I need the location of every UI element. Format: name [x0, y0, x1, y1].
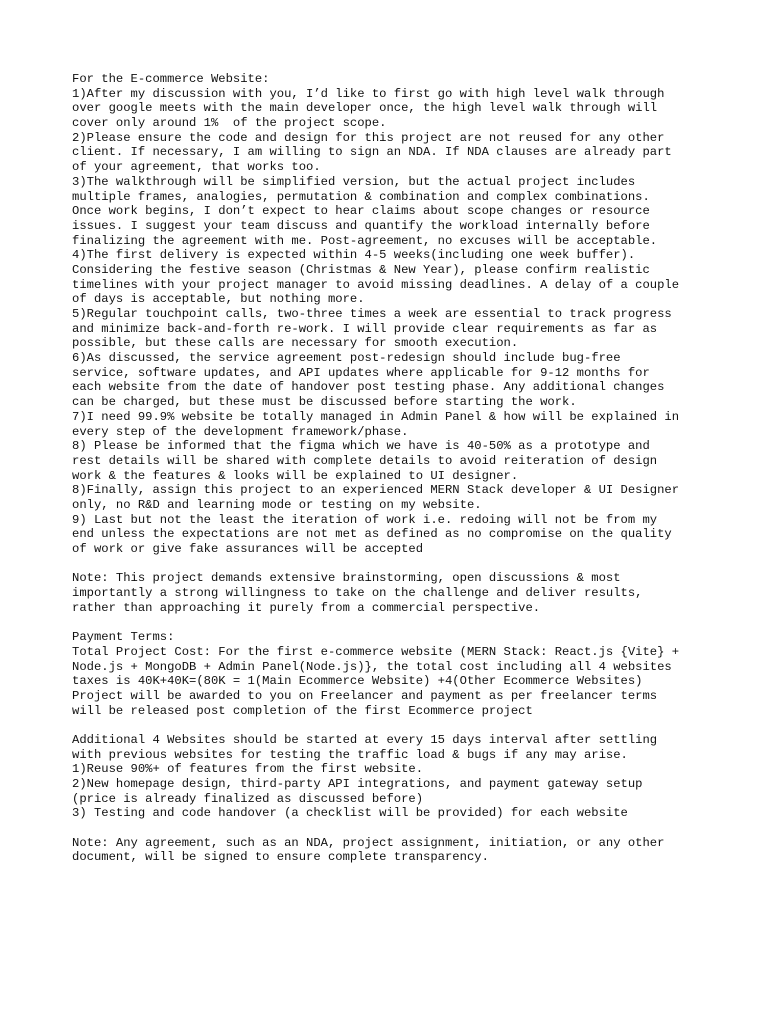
text-line: of your agreement, that works too. [72, 160, 321, 175]
text-line: Note: This project demands extensive brainstorming, open discussions & most [72, 571, 621, 586]
text-line: 3) Testing and code handover (a checklist will be provided) for each website [72, 806, 628, 821]
text-line: importantly a strong willingness to take on the challenge and deliver results, [72, 586, 643, 601]
text-line: Node.js + MongoDB + Admin Panel(Node.js)}, the total cost including all 4 websites [72, 659, 672, 674]
text-line: and minimize back-and-forth re-work. I will provide clear requirements as far as [72, 321, 658, 336]
blank-line [72, 557, 708, 572]
text-line: can be charged, but these must be discussed before starting the work. [72, 395, 577, 410]
text-line: document, will be signed to ensure complete transparency. [72, 850, 489, 865]
text-line: 6)As discussed, the service agreement post-redesign should include bug-free [72, 351, 621, 366]
text-line: timelines with your project manager to avoid missing deadlines. A delay of a couple [72, 277, 680, 292]
text-line: 8)Finally, assign this project to an experienced MERN Stack developer & UI Designer [72, 483, 680, 498]
text-line: work & the features & looks will be explained to UI designer. [72, 468, 519, 483]
text-line: Note: Any agreement, such as an NDA, project assignment, initiation, or any other [72, 835, 665, 850]
text-line: Total Project Cost: For the first e-commerce website (MERN Stack: React.js {Vite} + [72, 644, 680, 659]
text-line: For the E-commerce Website: [72, 72, 270, 86]
text-line: 1)After my discussion with you, I’d like to first go with high level walk through [72, 86, 665, 101]
text-line: 8) Please be informed that the figma which we have is 40-50% as a prototype and [72, 439, 650, 454]
text-line: over google meets with the main developer once, the high level walk through will [72, 101, 658, 116]
text-line: only, no R&D and learning mode or testing on my website. [72, 497, 482, 512]
document-body [72, 72, 708, 865]
text-line: 9) Last but not the least the iteration of work i.e. redoing will not be from my [72, 512, 658, 527]
blank-line [72, 615, 708, 630]
text-line: possible, but these calls are necessary for smooth execution. [72, 336, 519, 351]
text-line: end unless the expectations are not met as defined as no compromise on the quality [72, 527, 672, 542]
text-line: taxes is 40K+40K=(80K = 1(Main Ecommerce Website) +4(Other Ecommerce Websites) [72, 674, 643, 689]
text-line: service, software updates, and API updates where applicable for 9-12 months for [72, 365, 650, 380]
text-line: with previous websites for testing the traffic load & bugs if any may arise. [72, 747, 628, 762]
text-line: cover only around 1% of the project scope. [72, 116, 387, 131]
text-line: of work or give fake assurances will be accepted [72, 542, 424, 556]
text-line: issues. I suggest your team discuss and quantify the workload internally before [72, 218, 650, 233]
text-line: Additional 4 Websites should be started at every 15 days interval after settling [72, 732, 658, 747]
text-line: Payment Terms: [72, 630, 175, 645]
blank-line [72, 718, 708, 733]
text-line: of days is acceptable, but nothing more. [72, 292, 365, 307]
text-line: 3)The walkthrough will be simplified version, but the actual project includes [72, 174, 636, 189]
blank-line [72, 821, 708, 836]
text-line: client. If necessary, I am willing to sign an NDA. If NDA clauses are already part [72, 145, 672, 160]
text-line: rest details will be shared with complete details to avoid reiteration of design [72, 453, 658, 468]
text-line: Project will be awarded to you on Freelancer and payment as per freelancer terms [72, 688, 658, 703]
text-line: will be released post completion of the first Ecommerce project [72, 703, 533, 718]
text-line: 2)New homepage design, third-party API integrations, and payment gateway setup [72, 777, 643, 791]
text-line: each website from the date of handover post testing phase. Any additional changes [72, 380, 665, 395]
text-line: finalizing the agreement with me. Post-agreement, no excuses will be acceptable. [72, 233, 658, 248]
text-line: every step of the development framework/phase. [72, 424, 409, 439]
text-line: 1)Reuse 90%+ of features from the first website. [72, 762, 424, 777]
text-line: 4)The first delivery is expected within 4-5 weeks(including one week buffer). [72, 248, 636, 263]
text-line: Considering the festive season (Christmas & New Year), please confirm realistic [72, 262, 650, 277]
text-line: (price is already finalized as discussed before) [72, 791, 424, 806]
text-line: multiple frames, analogies, permutation & combination and complex combinations. [72, 189, 650, 204]
text-line: rather than approaching it purely from a commercial perspective. [72, 600, 541, 615]
text-line: 2)Please ensure the code and design for this project are not reused for any other [72, 130, 665, 145]
text-line: 7)I need 99.9% website be totally managed in Admin Panel & how will be explained in [72, 409, 680, 424]
text-line: 5)Regular touchpoint calls, two-three times a week are essential to track progress [72, 307, 672, 321]
text-line: Once work begins, I don’t expect to hear claims about scope changes or resource [72, 204, 650, 219]
